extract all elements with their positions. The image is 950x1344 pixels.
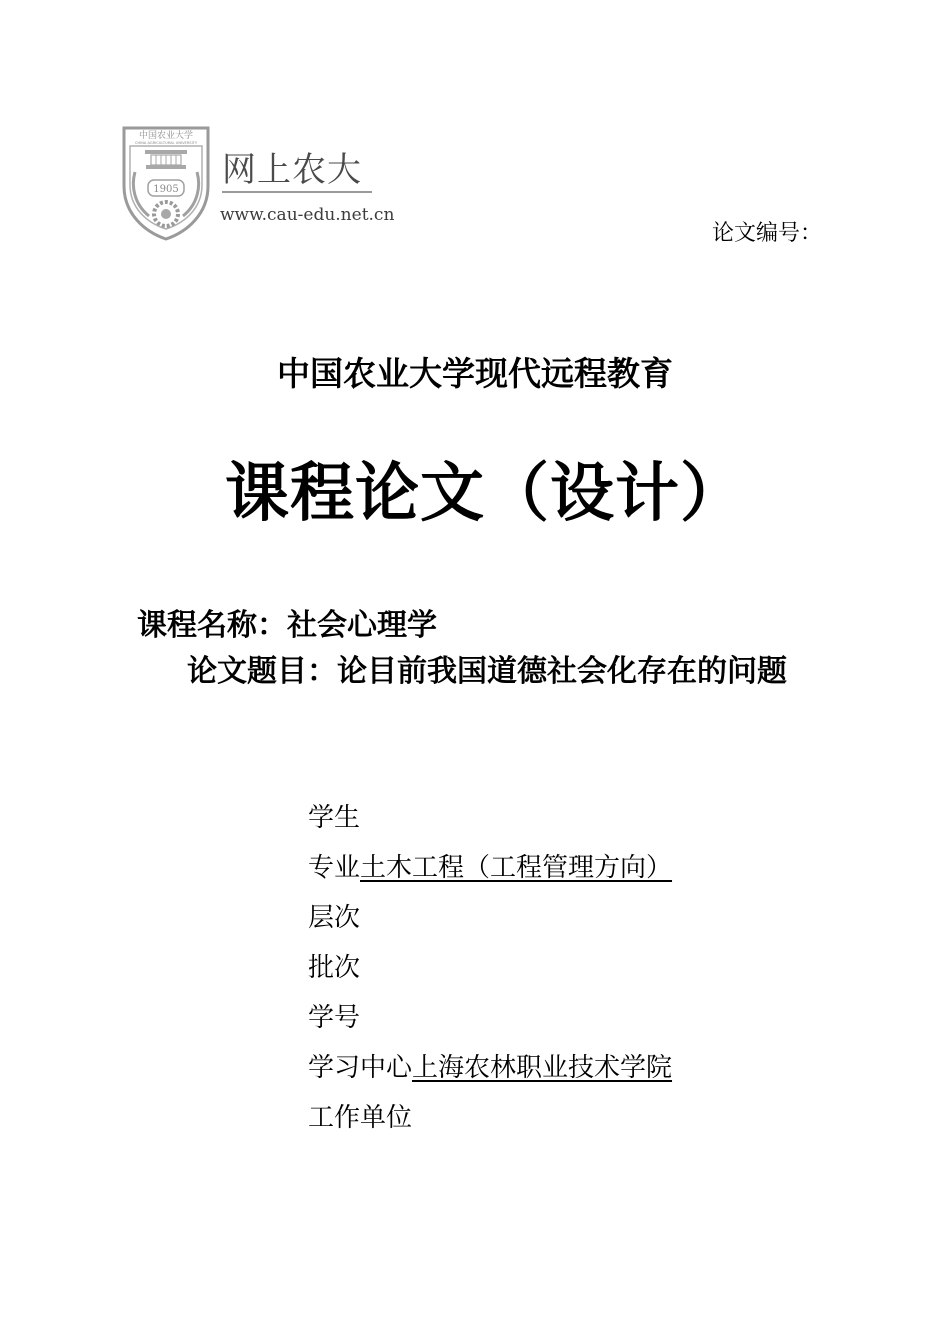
university-seal-icon: [121, 124, 211, 242]
seal-text-en: CHINA AGRICULTURAL UNIVERSITY: [134, 141, 198, 145]
info-label: 层次: [308, 903, 361, 933]
seal-year: 1905: [153, 184, 179, 195]
info-value: 上海农林职业技术学院: [412, 1053, 673, 1083]
logo-divider: [222, 191, 372, 193]
info-row-student-id: [308, 998, 672, 1048]
logo-title: 网上农大: [222, 150, 362, 190]
info-label: 学习中心: [308, 1053, 413, 1083]
info-label: 专业: [308, 853, 361, 883]
logo-url: www.cau-edu.net.cn: [220, 205, 395, 225]
paper-topic-block: [154, 648, 820, 696]
seal-text: 中国农业大学: [138, 131, 194, 141]
info-row-level: [308, 898, 672, 948]
course-name-line: [137, 600, 437, 644]
info-label: 批次: [308, 953, 361, 983]
paper-topic-value: 论目前我国道德社会化存在的问题: [337, 654, 787, 689]
info-label: 学生: [308, 803, 361, 833]
university-title: 中国农业大学现代远程教育: [277, 354, 673, 393]
info-value: 土木工程（工程管理方向）: [360, 853, 673, 883]
info-label: 工作单位: [308, 1103, 413, 1133]
info-label: 学号: [308, 1003, 361, 1033]
student-info-list: [308, 798, 672, 1148]
info-row-batch: [308, 948, 672, 998]
info-row-student: [308, 798, 672, 848]
info-row-learning-center: [308, 1048, 672, 1098]
info-row-workplace: [308, 1098, 672, 1148]
document-type-title: 课程论文（设计）: [225, 457, 745, 531]
course-name-value: 社会心理学: [287, 608, 437, 643]
course-name-label: 课程名称：: [137, 608, 287, 643]
paper-number-label: 论文编号：: [712, 221, 823, 246]
paper-topic-label: 论文题目：: [187, 654, 337, 689]
info-row-major: [308, 848, 672, 898]
